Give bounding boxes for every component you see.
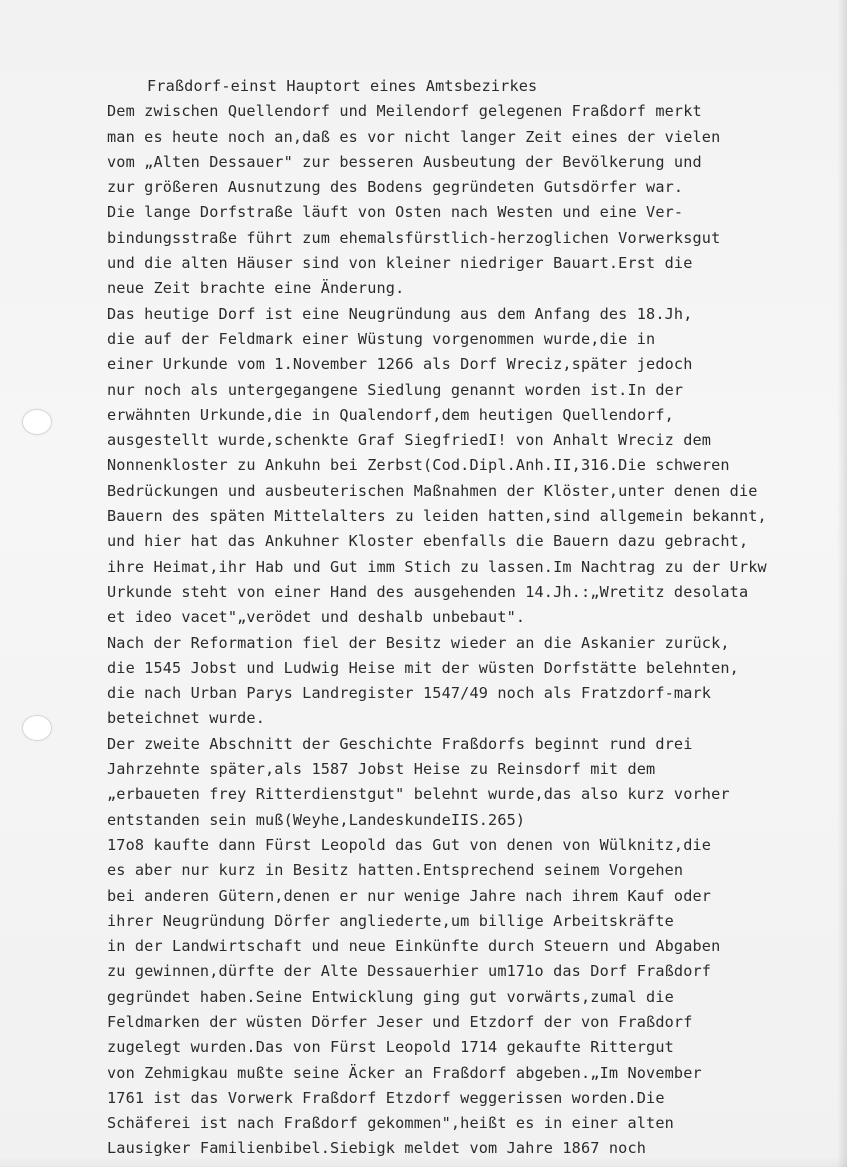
text-line-23: die 1545 Jobst und Ludwig Heise mit der wüsten Dorfstätte belehnten,: [107, 658, 739, 677]
text-line-20: Urkunde steht von einer Hand des ausgehenden 14.Jh.:„Wretitz desolata: [107, 582, 749, 601]
text-line-29: entstanden sein muß(Weyhe,LandeskundeIIS.265): [107, 810, 526, 829]
text-line-18: und hier hat das Ankuhner Kloster ebenfalls die Bauern dazu gebracht,: [107, 532, 749, 551]
text-line-32: bei anderen Gütern,denen er nur wenige Jahre nach ihrem Kauf oder: [107, 886, 712, 905]
text-line-38: zugelegt wurden.Das von Fürst Leopold 1714 gekaufte Rittergut: [107, 1038, 674, 1057]
text-line-41: Schäferei ist nach Fraßdorf gekommen",heißt es in einer alten: [107, 1114, 674, 1133]
text-line-15: Nonnenkloster zu Ankuhn bei Zerbst(Cod.Dipl.Anh.II,316.Die schweren: [107, 456, 730, 475]
text-line-28: „erbaueten frey Ritterdienstgut" belehnt wurde,das also kurz vorher: [107, 785, 730, 804]
text-line-24: die nach Urban Parys Landregister 1547/49 noch als Fratzdorf-mark: [107, 684, 712, 703]
text-line-37: Feldmarken der wüsten Dörfer Jeser und Etzdorf der von Fraßdorf: [107, 1012, 693, 1031]
text-line-10: die auf der Feldmark einer Wüstung vorgenommen wurde,die in: [107, 329, 656, 348]
text-line-4: zur größeren Ausnutzung des Bodens gegründeten Gutsdörfer war.: [107, 178, 684, 197]
punch-hole-bottom: [22, 715, 52, 741]
text-line-14: ausgestellt wurde,schenkte Graf SiegfriedI! von Anhalt Wreciz dem: [107, 431, 712, 450]
text-line-5: Die lange Dorfstraße läuft von Osten nach Westen und eine Ver-: [107, 203, 684, 222]
text-line-1: Dem zwischen Quellendorf und Meilendorf gelegenen Fraßdorf merkt: [107, 102, 702, 121]
typewritten-text-block: [107, 74, 842, 1162]
text-line-22: Nach der Reformation fiel der Besitz wieder an die Askanier zurück,: [107, 633, 730, 652]
text-line-17: Bauern des späten Mittelalters zu leiden hatten,sind allgemein bekannt,: [107, 507, 767, 526]
text-line-19: ihre Heimat,ihr Hab und Gut imm Stich zu lassen.Im Nachtrag zu der Urkw: [107, 557, 767, 576]
page-bottom-shade: [0, 1157, 847, 1167]
text-line-6: bindungsstraße führt zum ehemalsfürstlich-herzoglichen Vorwerksgut: [107, 228, 721, 247]
text-line-34: in der Landwirtschaft und neue Einkünfte durch Steuern und Abgaben: [107, 937, 721, 956]
text-line-40: 1761 ist das Vorwerk Fraßdorf Etzdorf weggerissen worden.Die: [107, 1088, 665, 1107]
text-line-27: Jahrzehnte später,als 1587 Jobst Heise zu Reinsdorf mit dem: [107, 760, 656, 779]
text-line-16: Bedrückungen und ausbeuterischen Maßnahmen der Klöster,unter denen die: [107, 481, 758, 500]
document-title: Fraßdorf-einst Hauptort eines Amtsbezirkes: [147, 77, 538, 95]
text-line-31: es aber nur kurz in Besitz hatten.Entsprechend seinem Vorgehen: [107, 861, 684, 880]
text-line-25: beteichnet wurde.: [107, 709, 265, 728]
text-line-30: 17o8 kaufte dann Fürst Leopold das Gut von denen von Wülknitz,die: [107, 835, 712, 854]
text-line-21: et ideo vacet"„verödet und deshalb unbebaut".: [107, 608, 526, 627]
text-line-33: ihrer Neugründung Dörfer angliederte,um billige Arbeitskräfte: [107, 911, 674, 930]
text-line-8: neue Zeit brachte eine Änderung.: [107, 279, 405, 298]
text-line-7: und die alten Häuser sind von kleiner niedriger Bauart.Erst die: [107, 254, 693, 273]
text-line-36: gegründet haben.Seine Entwicklung ging gut vorwärts,zumal die: [107, 987, 674, 1006]
text-line-2: man es heute noch an,daß es vor nicht langer Zeit eines der vielen: [107, 127, 721, 146]
text-line-3: vom „Alten Dessauer" zur besseren Ausbeutung der Bevölkerung und: [107, 152, 702, 171]
text-line-26: Der zweite Abschnitt der Geschichte Fraßdorfs beginnt rund drei: [107, 734, 693, 753]
text-line-39: von Zehmigkau mußte seine Äcker an Fraßdorf abgeben.„Im November: [107, 1063, 702, 1082]
text-line-13: erwähnten Urkunde,die in Qualendorf,dem heutigen Quellendorf,: [107, 405, 674, 424]
text-line-12: nur noch als untergegangene Siedlung genannt worden ist.In der: [107, 380, 684, 399]
text-line-9: Das heutige Dorf ist eine Neugründung aus dem Anfang des 18.Jh,: [107, 304, 693, 323]
text-line-11: einer Urkunde vom 1.November 1266 als Dorf Wreciz,später jedoch: [107, 355, 693, 374]
punch-hole-top: [22, 409, 52, 435]
text-line-42: Lausigker Familienbibel.Siebigk meldet vom Jahre 1867 noch: [107, 1139, 647, 1158]
text-line-35: zu gewinnen,dürfte der Alte Dessauerhier um171o das Dorf Fraßdorf: [107, 962, 712, 981]
